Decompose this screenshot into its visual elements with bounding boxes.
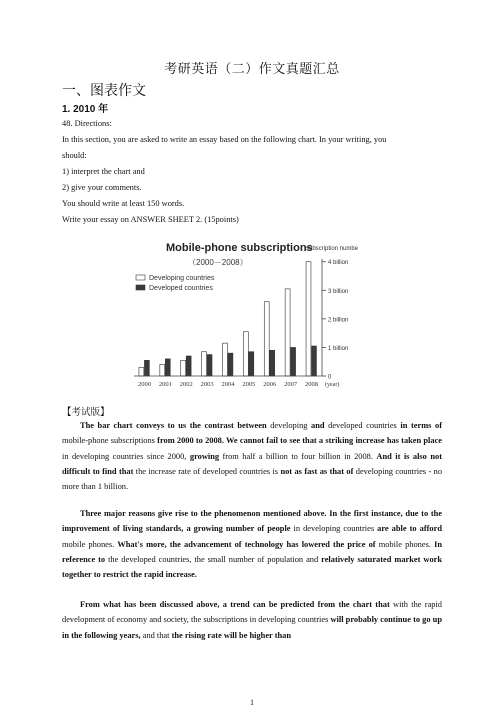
chart-figure (126, 238, 358, 400)
p1-text: developing (270, 421, 312, 430)
section-heading: 一、图表作文 (62, 84, 146, 99)
chart-subtitle: （2000－2008） (188, 258, 248, 267)
p1-text: growing (189, 451, 223, 461)
x-tick-label: 2003 (200, 381, 214, 388)
p2-text: are able to afford (377, 524, 442, 534)
bar-developed-2002 (186, 356, 191, 376)
y-tick-label: 1 billion (328, 345, 349, 352)
p1-text: and (311, 421, 329, 430)
year-heading: 1. 2010 年 (62, 104, 109, 115)
p2-text: the developed countries, the small number of population and (108, 554, 322, 564)
p1-text: from half a billion to four billion in 2008. (222, 451, 377, 461)
bar-developing-2006 (264, 302, 269, 376)
word-requirement: You should write at least 150 words. (62, 199, 185, 208)
bar-chart (126, 238, 358, 400)
p2-text: in developing countries (293, 524, 378, 534)
bar-developed-2001 (165, 359, 170, 376)
question-number: 48. Directions: (62, 119, 112, 128)
x-tick-label: 2004 (221, 381, 235, 388)
answer-sheet-note: Write your essay on ANSWER SHEET 2. (15points) (62, 215, 239, 224)
bar-developing-2003 (202, 352, 207, 376)
p3-text: and that (142, 630, 172, 640)
x-tick-label: 2005 (242, 381, 256, 388)
p1-text: mobile-phone subscriptions (62, 436, 158, 446)
essay-paragraph-3 (62, 597, 442, 643)
p3-text: will probably continue to go up in the following years, (62, 615, 443, 640)
y-tick-label: 2 billion (328, 317, 349, 324)
legend-swatch (136, 275, 145, 280)
bar-developed-2000 (144, 360, 149, 376)
p1-text: We cannot fail to see that a striking increase has taken place (226, 436, 443, 446)
p1-text: The bar chart conveys to us the contrast between (80, 421, 271, 430)
bar-developing-2008 (306, 262, 311, 376)
p1-text: And it is also not difficult to find that (62, 451, 442, 476)
x-tick-label: 2000 (137, 381, 151, 388)
p3-text: with the rapid development of economy and society, the subscriptions in developing countries (62, 600, 442, 625)
y-tick-label: 3 billion (328, 288, 349, 295)
p1-text: developed countries (328, 421, 401, 430)
legend-label: Developed countries (149, 285, 213, 292)
bar-developed-2004 (228, 353, 233, 376)
chart-title: Mobile-phone subscriptions (166, 242, 313, 254)
bar-developing-2005 (243, 332, 248, 376)
directions-line-2: should: (62, 151, 87, 160)
y-tick-label: 0 (328, 374, 332, 381)
directions-line-1: In this section, you are asked to write an essay based on the following chart. In your writing, you (62, 135, 387, 144)
p1-text: developing countries - no more than 1 billion. (62, 466, 443, 492)
bar-developing-2001 (160, 365, 165, 376)
page-number: 1 (250, 698, 254, 707)
chart-ylabel: subscription number (306, 246, 358, 252)
essay-paragraph-1 (62, 418, 442, 494)
p1-text: the increase rate of developed countries is (135, 466, 281, 476)
bar-developing-2004 (223, 343, 228, 376)
p3-text: From what has been discussed above, a trend can be predicted from the chart that (80, 600, 394, 609)
bar-developing-2007 (285, 289, 290, 376)
p3-text: the rising rate will be higher than (171, 630, 291, 640)
bar-developing-2002 (181, 360, 186, 376)
directions-item-1: 1) interpret the chart and (62, 167, 145, 176)
p2-text: In reference to (62, 539, 442, 564)
bar-developing-2000 (139, 367, 144, 376)
p1-text: in developing countries since 2000, (62, 451, 190, 461)
legend-swatch (136, 285, 145, 290)
bar-developed-2008 (312, 346, 317, 376)
p2-text: What's more, the advancement of technology has lowered the price of (117, 539, 379, 549)
x-axis-label: (year) (325, 382, 340, 388)
bar-developed-2007 (291, 347, 296, 376)
x-tick-label: 2002 (179, 381, 193, 388)
essay-paragraph-2 (62, 506, 442, 582)
x-tick-label: 2008 (305, 381, 319, 388)
x-tick-label: 2001 (158, 381, 172, 388)
p1-text: in terms of (400, 421, 442, 430)
p2-text: relatively saturated market work together to restrict the rapid increase. (62, 554, 443, 580)
p1-text: from 2000 to 2008. (157, 436, 227, 446)
p2-text: Three major reasons give rise to the phenomenon mentioned above. In the first instance, due to the improvement of living standards, a growing number of people (62, 509, 442, 534)
p2-text: mobile phones. (378, 539, 435, 549)
p1-text: not as fast as that of (280, 466, 356, 476)
page-title: 考研英语（二）作文真题汇总 (164, 61, 340, 76)
directions-item-2: 2) give your comments. (62, 183, 142, 192)
y-tick-label: 4 billion (328, 260, 349, 267)
chart-legend (136, 275, 215, 292)
exam-version-label: 【考试版】 (62, 407, 110, 418)
p2-text: mobile phones. (62, 539, 118, 549)
bar-developed-2005 (249, 352, 254, 376)
x-tick-label: 2007 (284, 381, 298, 388)
bar-developed-2003 (207, 355, 212, 376)
x-tick-label: 2006 (263, 381, 277, 388)
legend-label: Developing countries (149, 275, 215, 282)
bar-developed-2006 (270, 350, 275, 376)
